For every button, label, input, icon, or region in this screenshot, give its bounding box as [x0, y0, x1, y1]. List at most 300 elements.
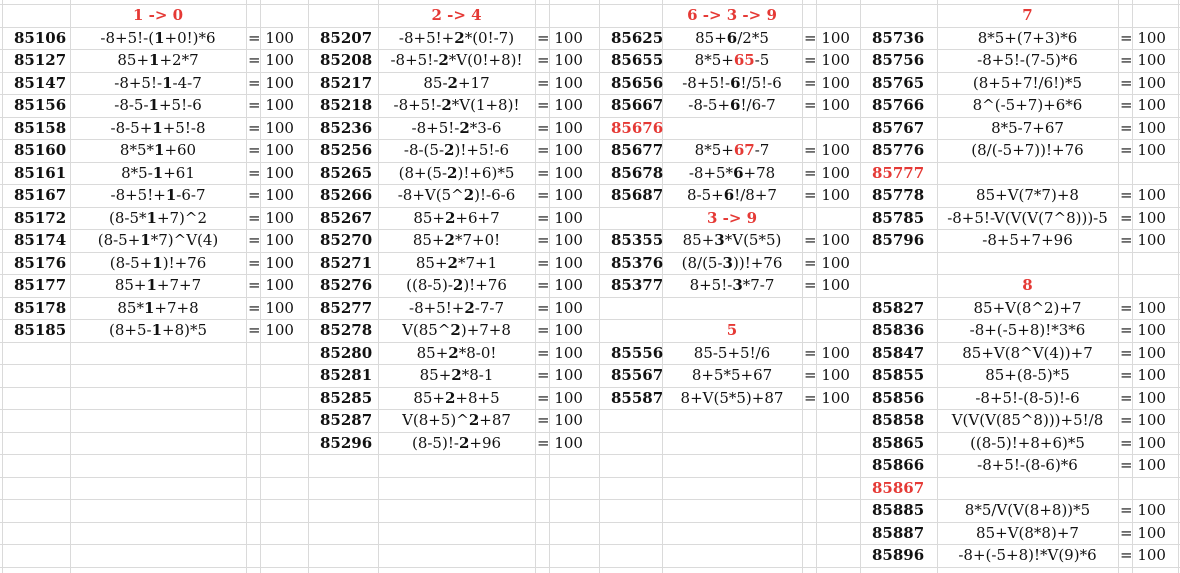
- expression-part: 1: [140, 231, 151, 249]
- result-cell[interactable]: = 100: [1120, 28, 1166, 47]
- expression-part: 8-5+: [687, 186, 724, 204]
- result-cell[interactable]: [1118, 162, 1180, 184]
- expression-part: 85+: [419, 366, 452, 384]
- expression-part: 85+: [695, 28, 727, 47]
- expression-cell[interactable]: [937, 184, 1118, 206]
- number-cell[interactable]: 85556: [611, 343, 664, 362]
- expression-cell[interactable]: [378, 49, 535, 71]
- result-cell[interactable]: = 100: [1120, 141, 1166, 159]
- expression-cell[interactable]: [378, 409, 535, 431]
- result-cell[interactable]: = 100: [537, 96, 583, 114]
- expression-part: 8+5*5+67: [691, 366, 773, 384]
- result-cell[interactable]: = 100: [804, 186, 850, 204]
- expression-part: 85+: [412, 231, 445, 249]
- number-cell[interactable]: 85887: [872, 523, 925, 542]
- result-cell[interactable]: = 100: [804, 276, 850, 294]
- expression-cell[interactable]: [937, 364, 1118, 386]
- result-cell[interactable]: = 100: [248, 28, 294, 47]
- expression-cell[interactable]: [70, 117, 246, 139]
- expression-cell[interactable]: [937, 544, 1118, 566]
- number-cell[interactable]: 85858: [872, 411, 925, 429]
- number-cell[interactable]: 85836: [872, 321, 925, 339]
- result-cell[interactable]: = 100: [1120, 73, 1166, 92]
- result-cell[interactable]: = 100: [537, 343, 583, 362]
- number-cell[interactable]: 85567: [611, 366, 664, 384]
- number-cell[interactable]: 85677: [611, 141, 664, 159]
- result-cell[interactable]: = 100: [537, 366, 583, 384]
- expression-cell[interactable]: [937, 94, 1118, 116]
- result-cell[interactable]: = 100: [248, 163, 294, 182]
- number-cell[interactable]: 85156: [14, 96, 67, 114]
- expression-part: +7+7: [156, 276, 202, 294]
- expression-part: )!+6)*5: [457, 163, 515, 182]
- number-cell[interactable]: 85280: [320, 343, 373, 362]
- number-cell[interactable]: 85767: [872, 118, 925, 137]
- expression-cell[interactable]: [378, 252, 535, 274]
- expression-cell[interactable]: [662, 387, 802, 409]
- expression-cell[interactable]: [378, 184, 535, 206]
- number-cell[interactable]: 85776: [872, 141, 925, 159]
- expression-part: +17: [457, 73, 490, 92]
- expression-part: -8+5!+: [409, 298, 465, 317]
- number-cell[interactable]: 85376: [611, 253, 664, 272]
- result-cell[interactable]: = 100: [1120, 433, 1166, 452]
- expression-cell[interactable]: [378, 162, 535, 184]
- expression-part: 1: [154, 141, 165, 159]
- number-cell[interactable]: 85256: [320, 141, 373, 159]
- number-cell[interactable]: 85656: [611, 73, 664, 92]
- number-cell[interactable]: 85174: [14, 231, 67, 249]
- expression-part: 1: [154, 28, 165, 47]
- result-cell[interactable]: = 100: [248, 51, 294, 69]
- section-header: 8: [1022, 276, 1033, 294]
- expression-cell[interactable]: [378, 274, 535, 296]
- expression-part: 2: [464, 298, 475, 317]
- expression-cell[interactable]: [937, 72, 1118, 94]
- expression-part: 1: [151, 321, 162, 339]
- number-cell[interactable]: 85796: [872, 231, 925, 249]
- expression-part: 1: [152, 253, 163, 272]
- result-cell[interactable]: = 100: [537, 163, 583, 182]
- number-cell[interactable]: 85177: [14, 276, 67, 294]
- number-cell[interactable]: 85667: [611, 96, 664, 114]
- number-cell[interactable]: 85217: [320, 73, 373, 92]
- number-cell[interactable]: 85208: [320, 51, 373, 69]
- expression-cell[interactable]: [378, 117, 535, 139]
- expression-part: 85+V(8^2)+7: [973, 298, 1082, 317]
- expression-cell[interactable]: [937, 477, 1118, 499]
- expression-cell[interactable]: [378, 387, 535, 409]
- result-cell[interactable]: = 100: [804, 343, 850, 362]
- expression-cell[interactable]: [70, 139, 246, 161]
- result-cell[interactable]: = 100: [248, 253, 294, 272]
- result-cell[interactable]: = 100: [248, 186, 294, 204]
- expression-part: 2: [444, 208, 456, 227]
- result-cell[interactable]: = 100: [537, 388, 583, 407]
- result-cell[interactable]: = 100: [804, 388, 850, 407]
- expression-cell[interactable]: [70, 252, 246, 274]
- number-cell[interactable]: 85218: [320, 96, 373, 114]
- expression-part: 2: [441, 96, 452, 114]
- expression-cell[interactable]: [662, 49, 802, 71]
- expression-part: +5!-6: [158, 96, 202, 114]
- expression-part: 2: [463, 186, 475, 204]
- expression-part: 2: [454, 28, 465, 47]
- result-cell[interactable]: = 100: [537, 253, 583, 272]
- expression-cell[interactable]: [378, 72, 535, 94]
- section-header: 3 -> 9: [706, 208, 758, 227]
- expression-part: +87: [479, 411, 511, 429]
- expression-cell[interactable]: [70, 162, 246, 184]
- number-cell[interactable]: 85756: [872, 51, 925, 69]
- number-cell[interactable]: 85865: [872, 433, 925, 452]
- expression-cell[interactable]: [70, 72, 246, 94]
- expression-cell[interactable]: [378, 229, 535, 251]
- number-cell[interactable]: 85167: [14, 186, 67, 204]
- expression-cell[interactable]: [378, 364, 535, 386]
- number-cell[interactable]: 85777: [872, 163, 925, 182]
- expression-cell[interactable]: [662, 162, 802, 184]
- expression-cell[interactable]: [662, 27, 802, 49]
- expression-cell[interactable]: [378, 432, 535, 454]
- number-cell[interactable]: 85856: [872, 388, 925, 407]
- number-cell[interactable]: 85277: [320, 298, 373, 317]
- expression-cell[interactable]: [937, 229, 1118, 251]
- expression-cell[interactable]: [70, 274, 246, 296]
- number-cell[interactable]: 85266: [320, 186, 373, 204]
- number-cell[interactable]: 85855: [872, 366, 925, 384]
- result-cell[interactable]: = 100: [1120, 231, 1166, 249]
- number-cell[interactable]: 85285: [320, 388, 373, 407]
- expression-part: 2: [444, 141, 455, 159]
- number-cell[interactable]: 85827: [872, 298, 925, 317]
- expression-cell[interactable]: [378, 139, 535, 161]
- number-cell[interactable]: 85207: [320, 28, 373, 47]
- result-cell[interactable]: = 100: [804, 231, 850, 249]
- expression-part: +7+8: [154, 298, 199, 317]
- number-cell[interactable]: 85625: [611, 28, 664, 47]
- result-cell[interactable]: = 100: [537, 141, 583, 159]
- expression-part: +5!-8: [162, 118, 206, 137]
- number-cell[interactable]: 85236: [320, 118, 373, 137]
- expression-part: ))!+76: [732, 253, 783, 272]
- number-cell[interactable]: 85355: [611, 231, 664, 249]
- expression-part: 8+V(5*5)+87: [680, 388, 784, 407]
- number-cell[interactable]: 85160: [14, 141, 67, 159]
- expression-part: +60: [164, 141, 197, 159]
- expression-cell[interactable]: [662, 252, 802, 274]
- section-header: 7: [1022, 6, 1033, 24]
- expression-part: (8+(5-: [398, 163, 448, 182]
- expression-cell[interactable]: [70, 94, 246, 116]
- expression-cell[interactable]: [937, 162, 1118, 184]
- expression-part: (8/(-5+7))!+76: [971, 141, 1084, 159]
- expression-cell[interactable]: [937, 342, 1118, 364]
- expression-part: 8*5*: [119, 141, 154, 159]
- result-cell[interactable]: = 100: [537, 298, 583, 317]
- result-cell[interactable]: = 100: [537, 118, 583, 137]
- number-cell[interactable]: 85147: [14, 73, 67, 92]
- expression-part: -8+5!-: [411, 118, 460, 137]
- result-cell[interactable]: = 100: [1120, 411, 1166, 429]
- number-cell[interactable]: 85296: [320, 433, 373, 452]
- expression-part: 1: [149, 51, 160, 69]
- expression-cell[interactable]: [378, 319, 535, 341]
- expression-cell[interactable]: [937, 499, 1118, 521]
- result-cell[interactable]: = 100: [804, 163, 850, 182]
- expression-part: -8+5!+: [398, 28, 455, 47]
- expression-cell[interactable]: [937, 117, 1118, 139]
- expression-part: -8+(-5+8)!*3*6: [969, 321, 1086, 339]
- expression-part: 8*5-: [121, 163, 153, 182]
- number-cell[interactable]: 85885: [872, 501, 925, 519]
- expression-part: -7: [754, 141, 770, 159]
- expression-cell[interactable]: [662, 117, 802, 139]
- expression-cell[interactable]: [662, 139, 802, 161]
- result-cell[interactable]: = 100: [1120, 96, 1166, 114]
- result-cell[interactable]: = 100: [248, 96, 294, 114]
- expression-part: 85+: [682, 231, 715, 249]
- result-cell[interactable]: = 100: [1120, 501, 1166, 519]
- expression-part: 85+: [413, 388, 445, 407]
- result-cell[interactable]: = 100: [1120, 208, 1166, 227]
- expression-part: 2: [444, 231, 455, 249]
- expression-cell[interactable]: [937, 387, 1118, 409]
- section-header: 5: [726, 321, 738, 339]
- number-cell[interactable]: 85687: [611, 186, 664, 204]
- expression-part: )+7+8: [460, 321, 511, 339]
- expression-cell[interactable]: [937, 297, 1118, 319]
- expression-part: 2: [452, 276, 464, 294]
- number-cell[interactable]: 85766: [872, 96, 925, 114]
- result-cell[interactable]: = 100: [1120, 298, 1166, 317]
- expression-part: 3: [722, 253, 733, 272]
- expression-part: -8+V(5^: [397, 186, 464, 204]
- number-cell[interactable]: 85281: [320, 366, 373, 384]
- expression-cell[interactable]: [70, 27, 246, 49]
- result-cell[interactable]: = 100: [1120, 51, 1166, 69]
- expression-part: )!-6-6: [474, 186, 516, 204]
- expression-part: (8-5+: [109, 253, 153, 272]
- number-cell[interactable]: 85287: [320, 411, 373, 429]
- number-cell[interactable]: 85676: [611, 118, 664, 137]
- expression-part: +0!)*6: [164, 28, 216, 47]
- expression-cell[interactable]: [378, 297, 535, 319]
- result-cell[interactable]: = 100: [248, 73, 294, 92]
- expression-cell[interactable]: [70, 207, 246, 229]
- result-cell[interactable]: = 100: [1120, 546, 1166, 564]
- expression-part: -8-5+: [688, 96, 731, 114]
- number-cell[interactable]: 85785: [872, 208, 925, 227]
- expression-part: -8+5!-V(V(V(7^8)))-5: [947, 208, 1108, 227]
- expression-cell[interactable]: [937, 207, 1118, 229]
- number-cell[interactable]: 85267: [320, 208, 373, 227]
- number-cell[interactable]: 85178: [14, 298, 67, 317]
- result-cell[interactable]: = 100: [537, 433, 583, 452]
- expression-cell[interactable]: [70, 49, 246, 71]
- number-cell[interactable]: 85271: [320, 253, 373, 272]
- expression-cell[interactable]: [70, 184, 246, 206]
- result-cell[interactable]: = 100: [1120, 118, 1166, 137]
- result-cell[interactable]: = 100: [537, 51, 583, 69]
- expression-cell[interactable]: [937, 454, 1118, 476]
- expression-cell[interactable]: [378, 342, 535, 364]
- expression-cell[interactable]: [662, 94, 802, 116]
- expression-part: +8+5: [455, 388, 500, 407]
- expression-part: (8+5+7!/6!)*5: [972, 73, 1083, 92]
- expression-part: -8+5!-: [682, 73, 731, 92]
- expression-part: V(85^: [402, 321, 451, 339]
- expression-cell[interactable]: [378, 207, 535, 229]
- expression-part: -8+5!-(8-6)*6: [977, 456, 1078, 474]
- expression-part: /2*5: [737, 28, 769, 47]
- expression-part: ((8-5)!+8+6)*5: [970, 433, 1085, 452]
- result-cell[interactable]: = 100: [804, 51, 850, 69]
- result-cell[interactable]: = 100: [248, 231, 294, 249]
- number-cell[interactable]: 85778: [872, 186, 925, 204]
- expression-part: 1: [148, 96, 159, 114]
- number-cell[interactable]: 85867: [872, 478, 925, 497]
- number-cell[interactable]: 85377: [611, 276, 664, 294]
- expression-part: 67: [733, 141, 755, 159]
- expression-part: (8+5-: [108, 321, 152, 339]
- number-cell[interactable]: 85678: [611, 163, 664, 182]
- number-cell[interactable]: 85158: [14, 118, 67, 137]
- expression-part: +6+7: [455, 208, 500, 227]
- number-cell[interactable]: 85765: [872, 73, 925, 92]
- expression-cell[interactable]: [937, 522, 1118, 544]
- expression-part: )!+5!-6: [454, 141, 510, 159]
- number-cell[interactable]: 85106: [14, 28, 67, 47]
- result-cell[interactable]: [1118, 477, 1180, 499]
- expression-part: 85+V(8^V(4))+7: [962, 343, 1093, 362]
- expression-part: (8-5*: [108, 208, 147, 227]
- number-cell[interactable]: 85276: [320, 276, 373, 294]
- expression-cell[interactable]: [937, 409, 1118, 431]
- expression-part: !/6-7: [740, 96, 776, 114]
- expression-part: -8+5!-(7-5)*6: [977, 51, 1078, 69]
- expression-part: *V(5*5): [724, 231, 782, 249]
- number-cell[interactable]: 85278: [320, 321, 373, 339]
- expression-cell[interactable]: [662, 342, 802, 364]
- result-cell[interactable]: = 100: [804, 253, 850, 272]
- expression-cell[interactable]: [662, 229, 802, 251]
- result-cell[interactable]: = 100: [248, 118, 294, 137]
- expression-part: 65: [733, 51, 755, 69]
- expression-part: 8*5+: [694, 141, 734, 159]
- expression-cell[interactable]: [378, 94, 535, 116]
- expression-part: -8+5+7+96: [982, 231, 1073, 249]
- expression-cell[interactable]: [662, 184, 802, 206]
- expression-cell[interactable]: [662, 72, 802, 94]
- result-cell[interactable]: = 100: [1120, 388, 1166, 407]
- expression-part: *8-1: [461, 366, 494, 384]
- expression-part: 85+: [114, 276, 147, 294]
- expression-part: *8-0!: [458, 343, 497, 362]
- result-cell[interactable]: = 100: [537, 321, 583, 339]
- result-cell[interactable]: = 100: [537, 28, 583, 47]
- result-cell[interactable]: = 100: [537, 186, 583, 204]
- expression-part: -6-7: [176, 186, 206, 204]
- result-cell[interactable]: = 100: [1120, 186, 1166, 204]
- expression-cell[interactable]: [70, 229, 246, 251]
- result-cell[interactable]: = 100: [1120, 343, 1166, 362]
- result-cell[interactable]: [802, 117, 860, 139]
- number-cell[interactable]: 85736: [872, 28, 925, 47]
- result-cell[interactable]: = 100: [804, 366, 850, 384]
- expression-cell[interactable]: [662, 274, 802, 296]
- result-cell[interactable]: = 100: [537, 411, 583, 429]
- expression-part: *3-6: [469, 118, 502, 137]
- expression-part: +8)*5: [162, 321, 208, 339]
- number-cell[interactable]: 85655: [611, 51, 664, 69]
- expression-part: 1: [152, 118, 163, 137]
- number-cell[interactable]: 85172: [14, 208, 67, 227]
- result-cell[interactable]: = 100: [804, 96, 850, 114]
- result-cell[interactable]: = 100: [1120, 456, 1166, 474]
- expression-part: -5: [754, 51, 770, 69]
- result-cell[interactable]: = 100: [537, 73, 583, 92]
- expression-cell[interactable]: [70, 297, 246, 319]
- result-cell[interactable]: = 100: [1120, 366, 1166, 384]
- expression-part: -7-7: [474, 298, 504, 317]
- number-cell[interactable]: 85587: [611, 388, 664, 407]
- expression-cell[interactable]: [937, 27, 1118, 49]
- grid-line: [0, 567, 1180, 568]
- result-cell[interactable]: = 100: [248, 298, 294, 317]
- expression-part: *7)^V(4): [150, 231, 219, 249]
- number-cell[interactable]: 85866: [872, 456, 925, 474]
- expression-cell[interactable]: [937, 49, 1118, 71]
- expression-part: 3: [732, 276, 743, 294]
- result-cell[interactable]: = 100: [804, 141, 850, 159]
- number-cell[interactable]: 85847: [872, 343, 925, 362]
- result-cell[interactable]: = 100: [248, 276, 294, 294]
- expression-part: 1: [146, 208, 157, 227]
- number-cell[interactable]: 85270: [320, 231, 373, 249]
- expression-cell[interactable]: [662, 364, 802, 386]
- number-cell[interactable]: 85265: [320, 163, 373, 182]
- result-cell[interactable]: = 100: [804, 28, 850, 47]
- expression-cell[interactable]: [70, 319, 246, 341]
- result-cell[interactable]: = 100: [537, 208, 583, 227]
- expression-part: 1: [152, 163, 164, 182]
- expression-part: !/5!-6: [740, 73, 782, 92]
- expression-part: +2*7: [159, 51, 199, 69]
- expression-cell[interactable]: [937, 432, 1118, 454]
- result-cell[interactable]: = 100: [537, 276, 583, 294]
- result-cell[interactable]: = 100: [1120, 321, 1166, 339]
- result-cell[interactable]: = 100: [248, 141, 294, 159]
- number-cell[interactable]: 85161: [14, 163, 67, 182]
- result-cell[interactable]: = 100: [248, 208, 294, 227]
- result-cell[interactable]: = 100: [1120, 523, 1166, 542]
- expression-part: V(V(V(85^8)))+5!/8: [951, 411, 1104, 429]
- expression-cell[interactable]: [937, 139, 1118, 161]
- number-cell[interactable]: 85176: [14, 253, 67, 272]
- expression-cell[interactable]: [378, 27, 535, 49]
- expression-cell[interactable]: [937, 319, 1118, 341]
- result-cell[interactable]: = 100: [537, 231, 583, 249]
- expression-part: 2: [448, 343, 459, 362]
- expression-part: 8*5+: [694, 51, 734, 69]
- number-cell[interactable]: 85127: [14, 51, 67, 69]
- number-cell[interactable]: 85896: [872, 546, 925, 564]
- result-cell[interactable]: = 100: [248, 321, 294, 339]
- expression-part: V(8+5)^: [402, 411, 469, 429]
- number-cell[interactable]: 85185: [14, 321, 67, 339]
- result-cell[interactable]: = 100: [804, 73, 850, 92]
